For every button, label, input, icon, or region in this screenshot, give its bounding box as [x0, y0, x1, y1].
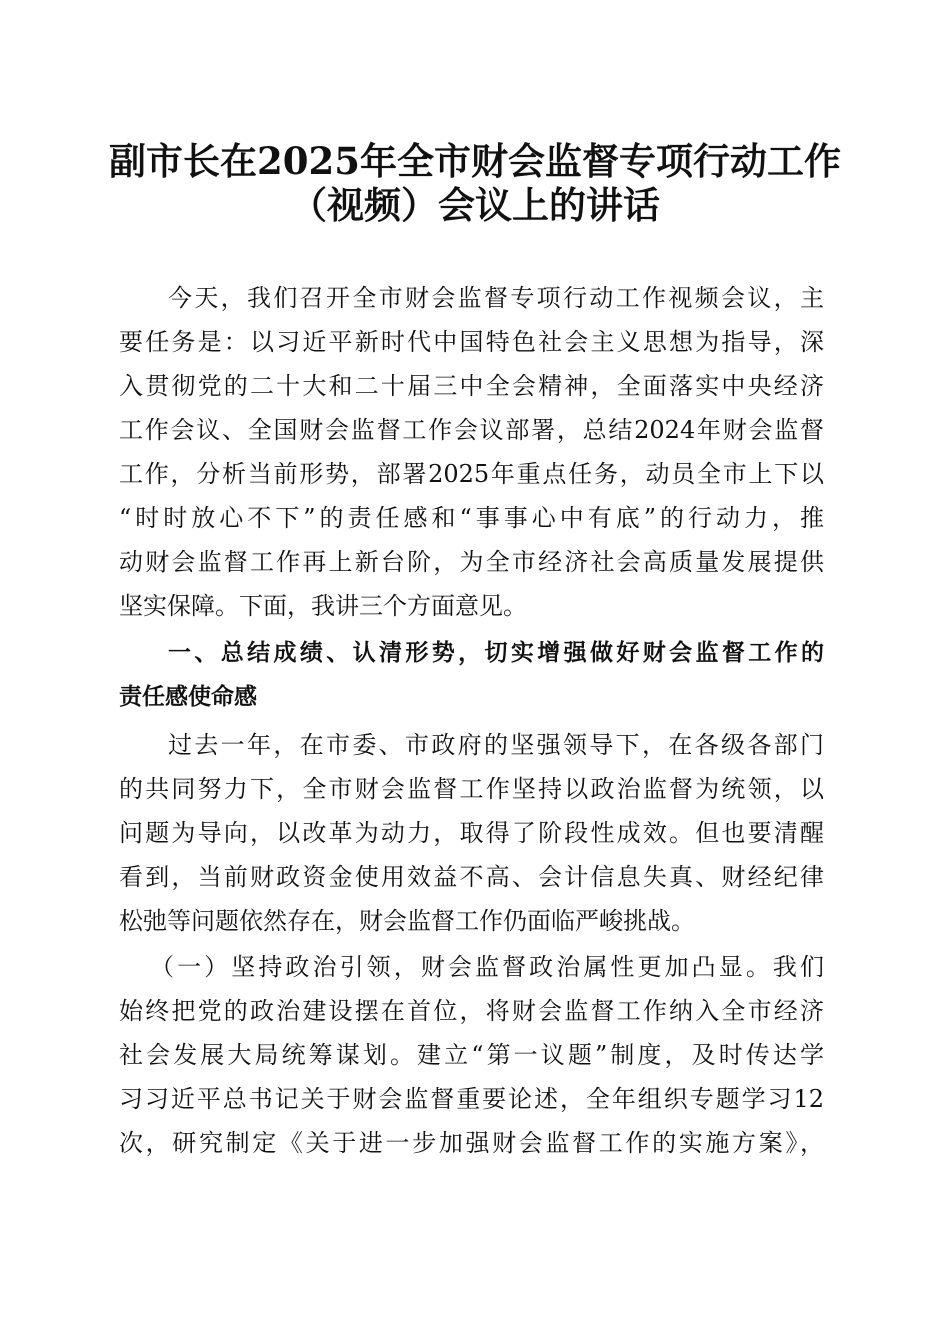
paragraph-3-line: 次，研究制定《关于进一步加强财会监督工作的实施方案》， [119, 1129, 824, 1157]
paragraph-1-line: 要任务是：以习近平新时代中国特色社会主义思想为指导，深 [119, 328, 824, 356]
paragraph-3-line: 始终把党的政治建设摆在首位，将财会监督工作纳入全市经济 [119, 997, 824, 1025]
paragraph-2-line: 看到，当前财政资金使用效益不高、会计信息失真、财经纪律 [119, 863, 824, 891]
paragraph-1-line: 今天，我们召开全市财会监督专项行动工作视频会议，主 [168, 284, 824, 312]
paragraph-2-line: 的共同努力下，全市财会监督工作坚持以政治监督为统领，以 [119, 775, 824, 803]
section-heading-line: 责任感使命感 [119, 684, 257, 710]
paragraph-1-line: 入贯彻党的二十大和二十届三中全会精神，全面落实中央经济 [119, 372, 824, 400]
paragraph-1-line: 工作，分析当前形势，部署2025年重点任务，动员全市上下以 [119, 460, 824, 488]
paragraph-1-line: 动财会监督工作再上新台阶，为全市经济社会高质量发展提供 [119, 548, 824, 576]
paragraph-2-line: 问题为导向，以改革为动力，取得了阶段性成效。但也要清醒 [119, 819, 824, 847]
document-title-line-2: （视频）会议上的讲话 [290, 183, 660, 227]
paragraph-2-line: 松弛等问题依然存在，财会监督工作仍面临严峻挑战。 [119, 907, 695, 935]
paragraph-1-line: “时时放心不下”的责任感和“事事心中有底”的行动力，推 [119, 504, 824, 532]
paragraph-3-line: （一）坚持政治引领，财会监督政治属性更加凸显。我们 [150, 953, 824, 981]
document-title-line-1: 副市长在2025年全市财会监督专项行动工作 [109, 139, 841, 183]
paragraph-3-line: 社会发展大局统筹谋划。建立“第一议题”制度，及时传达学 [119, 1041, 824, 1069]
paragraph-3-line: 习习近平总书记关于财会监督重要论述，全年组织专题学习12 [119, 1085, 824, 1113]
paragraph-1-line: 坚实保障。下面，我讲三个方面意见。 [119, 592, 527, 620]
section-heading-line: 一、总结成绩、认清形势，切实增强做好财会监督工作的 [168, 640, 824, 666]
paragraph-1-line: 工作会议、全国财会监督工作会议部署，总结2024年财会监督 [119, 416, 824, 444]
paragraph-2-line: 过去一年，在市委、市政府的坚强领导下，在各级各部门 [168, 731, 824, 759]
